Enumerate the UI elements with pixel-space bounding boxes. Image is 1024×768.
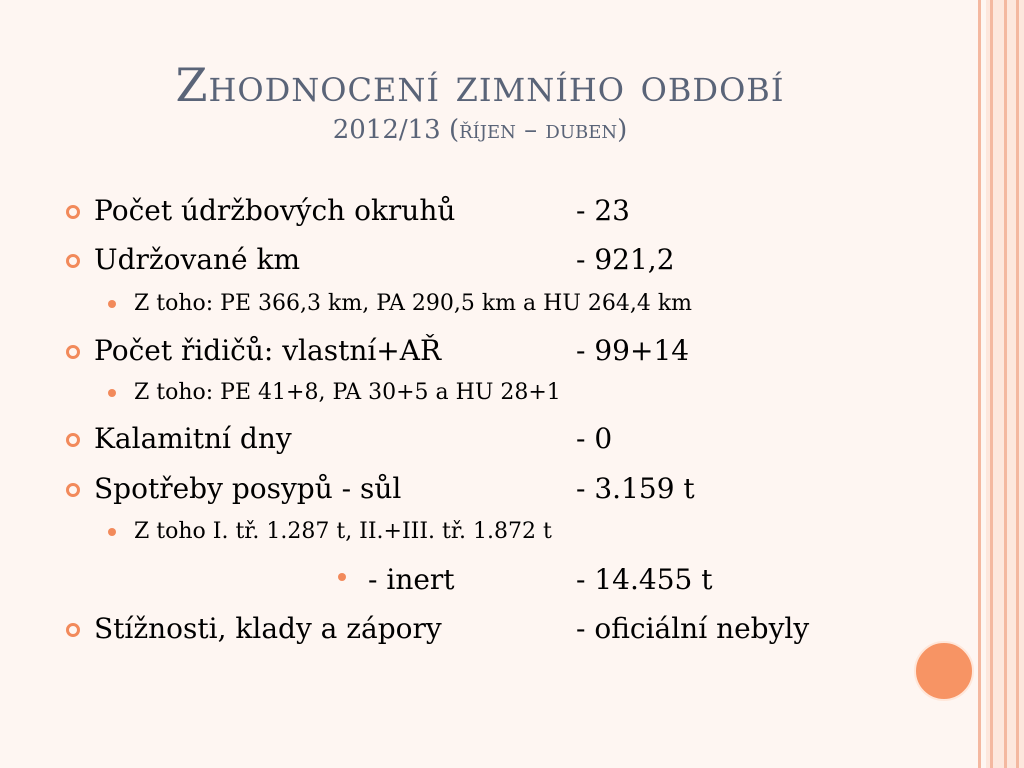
item-label: Počet údržbových okruhů <box>94 194 456 227</box>
item-label: Udržované km <box>94 243 301 276</box>
item-value: - 14.455 t <box>576 563 713 596</box>
item-label: Z toho I. tř. 1.287 t, II.+III. tř. 1.872 t <box>134 519 552 544</box>
item-value: - 99+14 <box>576 334 690 367</box>
circle-bullet-icon <box>66 205 80 219</box>
item-label: Z toho: PE 366,3 km, PA 290,5 km a HU 264,4 km <box>134 291 693 316</box>
item-value: - oficiální nebyly <box>576 612 810 645</box>
circle-bullet-icon <box>66 345 80 359</box>
item-label: Počet řidičů: vlastní+AŘ <box>94 334 442 367</box>
dot-bullet-icon <box>108 389 116 397</box>
item-value: - 23 <box>576 194 630 227</box>
item-label: Stížnosti, klady a zápory <box>94 612 442 645</box>
dot-bullet-icon <box>338 573 346 581</box>
item-label: Spotřeby posypů - sůl <box>94 472 402 505</box>
title-line-main: Zhodnocení zimního období <box>175 58 785 112</box>
item-label: - inert <box>368 563 455 596</box>
item-value: - 3.159 t <box>576 472 695 505</box>
dot-bullet-icon <box>108 528 116 536</box>
item-label: Kalamitní dny <box>94 422 292 455</box>
dot-bullet-icon <box>108 300 116 308</box>
title-line-sub: 2012/13 (říjen – duben) <box>332 115 628 145</box>
circle-bullet-icon <box>66 483 80 497</box>
item-value: - 921,2 <box>576 243 675 276</box>
circle-bullet-icon <box>66 433 80 447</box>
item-label: Z toho: PE 41+8, PA 30+5 a HU 28+1 <box>134 380 561 405</box>
circle-bullet-icon <box>66 623 80 637</box>
circle-bullet-icon <box>66 254 80 268</box>
item-value: - 0 <box>576 422 613 455</box>
